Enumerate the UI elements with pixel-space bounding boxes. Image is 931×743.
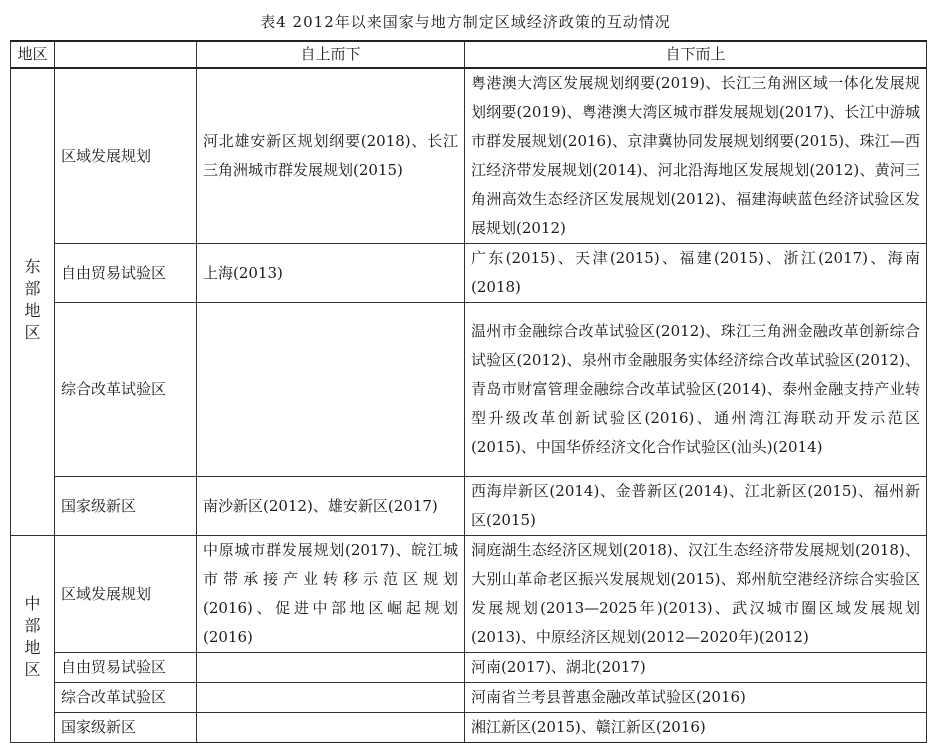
category-cell: 自由贸易试验区 (55, 653, 197, 683)
bottom-up-cell: 西海岸新区(2014)、金普新区(2014)、江北新区(2015)、福州新区(2015) (465, 477, 927, 536)
category-cell: 综合改革试验区 (55, 683, 197, 713)
top-down-cell (197, 683, 465, 713)
category-cell: 区域发展规划 (55, 536, 197, 653)
category-cell: 区域发展规划 (55, 68, 197, 244)
policy-table (10, 40, 927, 743)
header-top-down: 自上而下 (197, 41, 465, 68)
table-row (11, 68, 927, 244)
top-down-cell (197, 653, 465, 683)
bottom-up-cell: 湘江新区(2015)、赣江新区(2016) (465, 713, 927, 743)
bottom-up-cell: 粤港澳大湾区发展规划纲要(2019)、长江三角洲区域一体化发展规划纲要(2019)、粤港澳大湾区城市群发展规划(2017)、长江中游城市群发展规划(2016)、京津冀协同发展规划纲要(2015)、珠江—西江经济带发展规划(2014)、河北沿海地区发展规划(2012)、黄河三角洲高效生态经济区发展规划(2012)、福建海峡蓝色经济试验区发展规划(2012) (465, 68, 927, 244)
table-row (11, 536, 927, 653)
top-down-cell (197, 713, 465, 743)
table-row (11, 653, 927, 683)
region-cell-east (11, 68, 55, 536)
top-down-cell: 上海(2013) (197, 244, 465, 303)
bottom-up-cell: 河南(2017)、湖北(2017) (465, 653, 927, 683)
table-row (11, 477, 927, 536)
table-row (11, 683, 927, 713)
top-down-cell: 河北雄安新区规划纲要(2018)、长江三角洲城市群发展规划(2015) (197, 68, 465, 244)
table-row (11, 303, 927, 477)
header-region: 地区 (11, 41, 55, 68)
top-down-cell (197, 303, 465, 477)
top-down-cell: 南沙新区(2012)、雄安新区(2017) (197, 477, 465, 536)
region-cell-central (11, 536, 55, 743)
category-cell: 国家级新区 (55, 713, 197, 743)
region-label-east: 东部地区 (24, 257, 41, 342)
bottom-up-cell: 温州市金融综合改革试验区(2012)、珠江三角洲金融改革创新综合试验区(2012)、泉州市金融服务实体经济综合改革试验区(2012)、青岛市财富管理金融综合改革试验区(2014)、泰州金融支持产业转型升级改革创新试验区(2016)、通州湾江海联动开发示范区(2015)、中国华侨经济文化合作试验区(汕头)(2014) (465, 303, 927, 477)
category-cell: 国家级新区 (55, 477, 197, 536)
table-caption: 表4 2012年以来国家与地方制定区域经济政策的互动情况 (260, 13, 671, 31)
bottom-up-cell: 广东(2015)、天津(2015)、福建(2015)、浙江(2017)、海南(2018) (465, 244, 927, 303)
bottom-up-cell: 河南省兰考县普惠金融改革试验区(2016) (465, 683, 927, 713)
category-cell: 综合改革试验区 (55, 303, 197, 477)
table-row (11, 244, 927, 303)
header-bottom-up: 自下而上 (465, 41, 927, 68)
header-row (11, 41, 927, 68)
region-label-central: 中部地区 (24, 594, 41, 679)
category-cell: 自由贸易试验区 (55, 244, 197, 303)
header-category (55, 41, 197, 68)
top-down-cell: 中原城市群发展规划(2017)、皖江城市带承接产业转移示范区规划(2016)、促进中部地区崛起规划(2016) (197, 536, 465, 653)
bottom-up-cell: 洞庭湖生态经济区规划(2018)、汉江生态经济带发展规划(2018)、大别山革命老区振兴发展规划(2015)、郑州航空港经济综合实验区发展规划(2013—2025年)(2013)、武汉城市圈区域发展规划(2013)、中原经济区规划(2012—2020年)(2012) (465, 536, 927, 653)
table-row (11, 713, 927, 743)
